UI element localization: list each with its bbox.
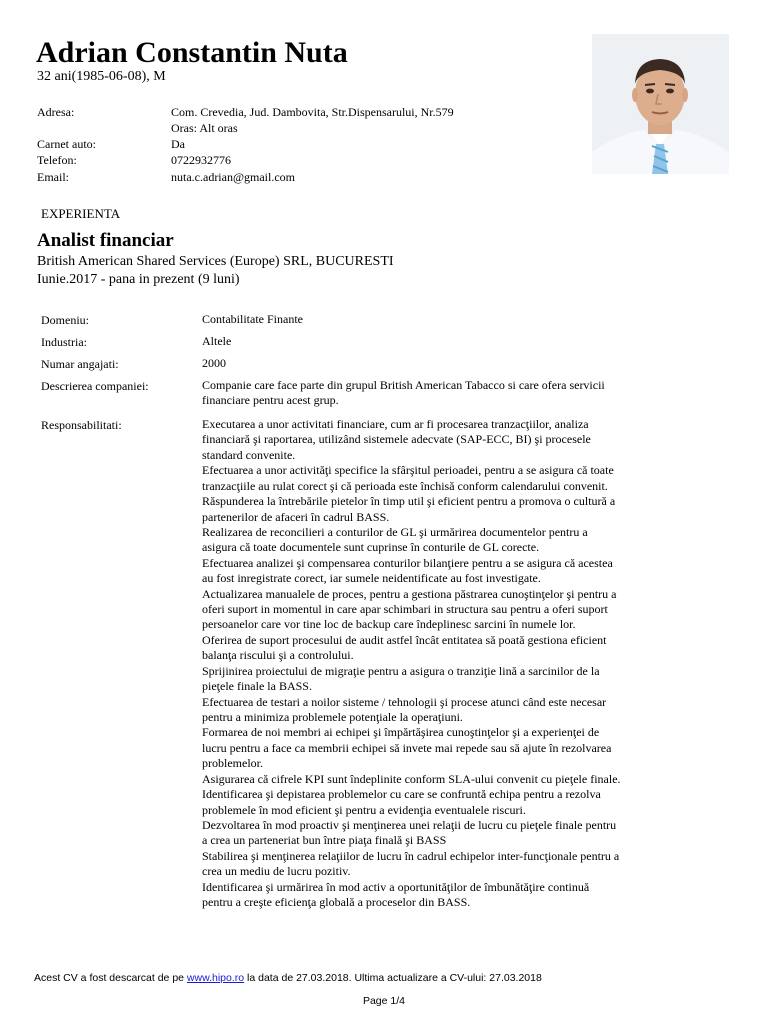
responsibility-item: Formarea de noi membri ai echipei şi împărtăşirea cunoştinţelor şi a experienţei de lucru pentru a face ca membrii echipei să invete mai repede sau să ajute în rezolvarea problemelor.: [202, 725, 612, 771]
description-label: Descrierea companiei:: [41, 379, 149, 393]
profile-photo: [592, 34, 729, 174]
responsibility-item: Răspunderea la întrebările pietelor în timp util şi eficient pentru a promova o cultură a partenerilor de afaceri în cadrul BASS.: [202, 494, 616, 524]
responsibility-item: Asigurarea că cifrele KPI sunt îndeplinite conform SLA-ului convenit cu pieţele finale.: [202, 771, 621, 786]
page-number: Page 1/4: [362, 995, 406, 1007]
responsibility-item: Identificarea şi depistarea problemelor cu care se confruntă echipa pentru a rezolva problemele în mod eficient şi pentru a evidenţia eventualele riscuri.: [202, 787, 601, 817]
address-line2: Oras: Alt oras: [171, 121, 238, 135]
responsibility-item: Efectuarea analizei şi compensarea conturilor bilanţiere pentru a se asigura că acestea au fost inregistrate corect, iar sumele neidentificate au fost investigate.: [202, 555, 613, 586]
responsibilities-label: Responsabilitati:: [41, 418, 122, 432]
responsibility-item: Identificarea şi urmărirea în mod activ a oportunităţilor de îmbunătăţire continuă pentru a creşte eficienţa globală a proceselor din BASS.: [202, 879, 590, 910]
responsibility-item: Realizarea de reconcilieri a conturilor de GL şi urmărirea documentelor pentru a asigura că toate documentele sunt cuprinse în conturile de GL corecte.: [202, 524, 588, 555]
responsibility-item: Executarea a unor activitati financiare, cum ar fi procesarea tranzacţiilor, analiza financiară şi raportarea, utilizând sistemele adecvate (SAP-ECC, BI) şi procesele standard convenite.: [202, 417, 591, 462]
responsibility-item: Sprijinirea proiectului de migraţie pentru a asigura o tranziţie lină a sarcinilor de la pieţele finale la BASS.: [202, 663, 600, 694]
phone-value: 0722932776: [171, 153, 231, 167]
description-value: Companie care face parte din grupul British American Tabacco si care ofera servicii financiare pentru acest grup.: [202, 378, 605, 408]
footer-prefix: Acest CV a fost descarcat de pe: [34, 972, 187, 984]
email-value: nuta.c.adrian@gmail.com: [171, 170, 296, 184]
responsibility-item: Efectuarea a unor activităţi specifice la sfârşitul perioadei, pentru a se asigura că toate tranzacţiile au rulat corect şi că perioada este închisă conform calendarului convenit.: [202, 463, 614, 493]
responsibility-item: Efectuarea de testari a noilor sisteme / tehnologii şi procese atunci când este necesar pentru a minimiza problemele potenţiale la operaţiuni.: [202, 694, 607, 725]
job-period: Iunie.2017 - pana in prezent (9 luni): [37, 272, 240, 287]
responsibility-item: Stabilirea şi menţinerea relaţiilor de lucru în cadrul echipelor inter-funcţionale pentru a crea un mediu de lucru pozitiv.: [202, 848, 620, 879]
address-line1: Com. Crevedia, Jud. Dambovita, Str.Dispensarului, Nr.579: [171, 105, 454, 119]
age-gender: 32 ani(1985-06-08), M: [37, 69, 166, 84]
email-label: Email:: [37, 170, 69, 184]
employees-value: 2000: [202, 356, 226, 370]
job-title: Analist financiar: [37, 230, 174, 251]
employees-label: Numar angajati:: [41, 357, 119, 371]
hipo-link[interactable]: www.hipo.ro: [186, 972, 245, 984]
footer-suffix: la data de 27.03.2018. Ultima actualizare a CV-ului: 27.03.2018: [244, 972, 542, 984]
responsibility-item: Oferirea de suport procesului de audit astfel încât entitatea să poată gestiona eficient balanţa riscului şi a controlului.: [202, 632, 607, 663]
responsibilities-list: [202, 417, 622, 911]
phone-label: Telefon:: [37, 153, 77, 167]
industry-value: Altele: [202, 334, 232, 348]
candidate-name: Adrian Constantin Nuta: [36, 36, 348, 69]
domain-label: Domeniu:: [41, 313, 89, 327]
license-value: Da: [171, 137, 185, 151]
industry-label: Industria:: [41, 335, 87, 349]
job-company: British American Shared Services (Europe) SRL, BUCURESTI: [37, 254, 394, 269]
domain-value: Contabilitate Finante: [202, 312, 303, 326]
responsibility-item: Dezvoltarea în mod proactiv şi menţinerea unei relaţii de lucru cu pieţele finale pentru a crea un parteneriat bun între piaţa finală şi BASS: [202, 817, 617, 848]
profile-photo-image: [592, 34, 729, 174]
responsibility-item: Actualizarea manualele de proces, pentru a gestiona păstrarea cunoştinţelor şi pentru a oferi suport in momentul in care apar schimbari in structura sau pentru a oferi suport persoanelor care vor tine loc de backup care îndeplinesc sarcini în numele lor.: [202, 586, 617, 632]
section-title-experience: EXPERIENTA: [41, 206, 121, 221]
address-label: Adresa:: [37, 105, 75, 119]
license-label: Carnet auto:: [37, 137, 96, 151]
